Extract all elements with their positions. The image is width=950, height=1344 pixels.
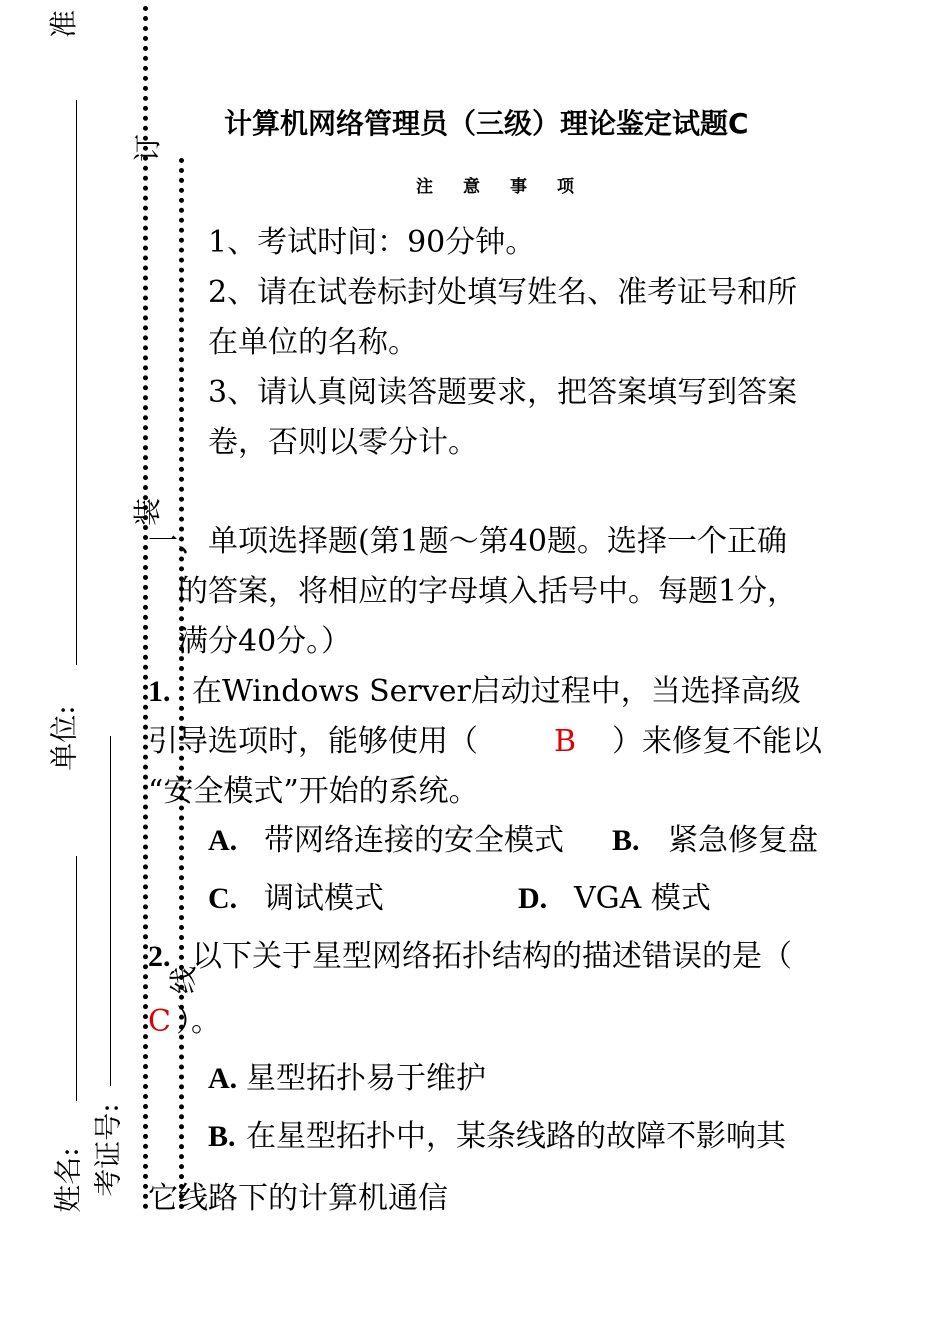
q1-option-c: 调试模式 [264,881,384,916]
margin-xian: 线 [167,965,201,995]
unit-fill-line [76,100,77,665]
q1-option-b-key: B. [612,824,640,857]
section-line2: 的答案，将相应的字母填入括号中。每题1分， [178,574,798,609]
cert-fill-line [110,736,111,1086]
q2-line2-post: ）。 [176,1004,221,1039]
q1-line2-post: ）来修复不能以 [612,724,822,759]
note-3-line2: 卷，否则以零分计。 [208,425,478,460]
q1-option-d-key: D. [518,882,548,915]
q1-line1: 在Windows Server启动过程中，当选择高级 [192,674,801,709]
unit-label: 单位: [47,705,81,771]
note-2-line2: 在单位的名称。 [208,325,418,360]
note-2-line1: 2、请在试卷标封处填写姓名、准考证号和所 [208,275,798,310]
cert-label: 考证号: [91,1103,125,1197]
q1-option-a: 带网络连接的安全模式 [264,823,564,858]
q1-number: 1. [148,675,171,708]
q2-number: 2. [148,940,171,973]
q1-line2-pre: 引导选项时，能够使用（ [148,724,478,759]
q1-option-b: 紧急修复盘 [668,823,818,858]
section-line3: 满分40分。） [178,624,352,659]
q2-option-b-key: B. [208,1120,236,1153]
margin-ding: 订 [131,133,165,163]
q2-option-a-key: A. [208,1062,238,1095]
q1-option-a-key: A. [208,824,238,857]
q1-option-c-key: C. [208,882,238,915]
margin-zhun: 准 [47,9,81,39]
section-line1: 单项选择题(第1题～第40题。选择一个正确 [208,524,787,559]
q2-answer: C [148,1004,171,1039]
q2-option-a: 星型拓扑易于维护 [246,1061,486,1096]
q1-answer: B [554,724,577,759]
section-number: 一、 [148,524,208,559]
name-fill-line [76,856,77,1101]
notice-heading: 注意事项 [416,177,604,197]
page-title: 计算机网络管理员（三级）理论鉴定试题C [224,107,749,140]
q2-option-b-cont: 它线路下的计算机通信 [148,1181,448,1216]
q1-line3: “安全模式”开始的系统。 [148,774,479,809]
name-label: 姓名: [51,1147,85,1213]
margin-zhuang: 装 [131,497,165,527]
dotted-line-inner [179,158,184,1210]
note-3-line1: 3、请认真阅读答题要求，把答案填写到答案 [208,375,798,410]
q2-line1: 以下关于星型网络拓扑结构的描述错误的是（ [192,939,792,974]
note-1: 1、考试时间：90分钟。 [208,225,536,260]
q2-option-b: 在星型拓扑中，某条线路的故障不影响其 [246,1119,786,1154]
q1-option-d: VGA 模式 [574,881,711,916]
